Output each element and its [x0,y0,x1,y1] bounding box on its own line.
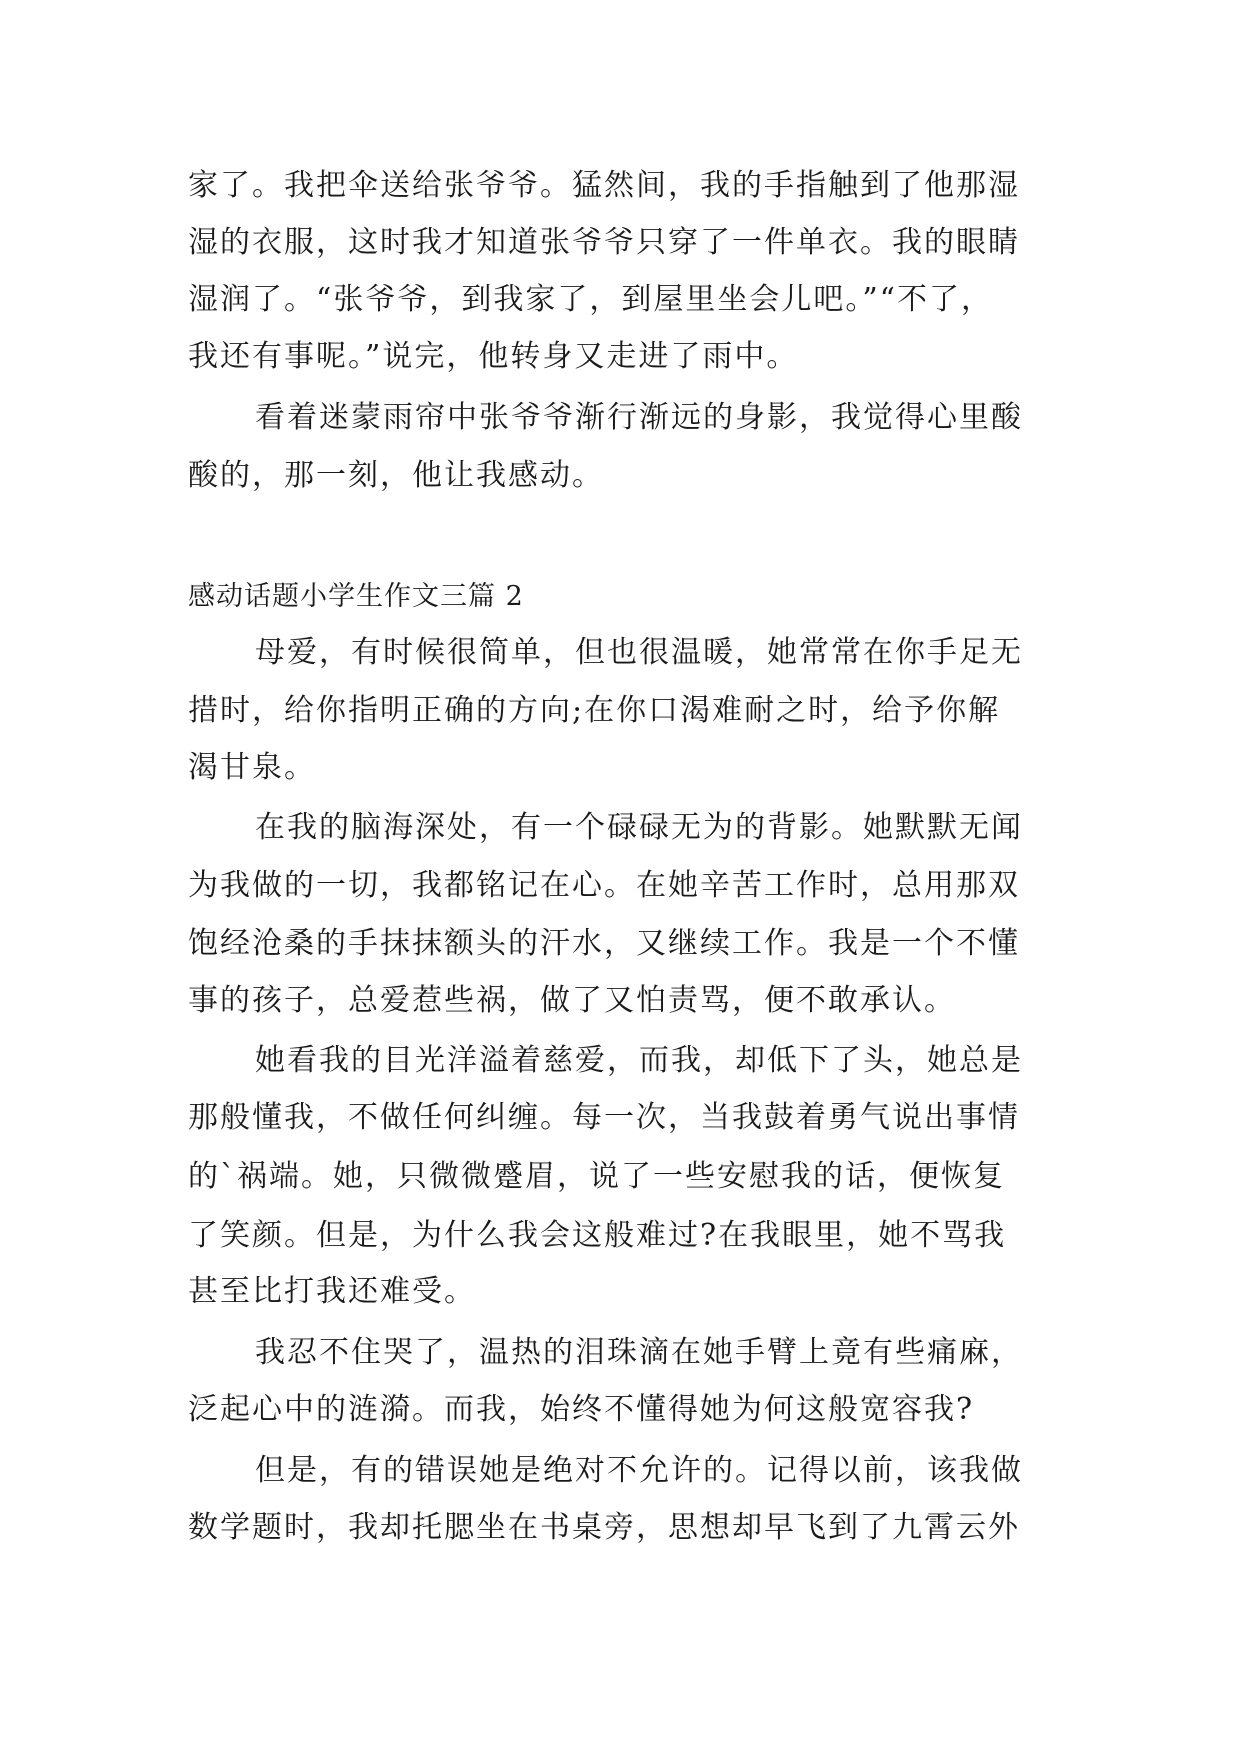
text-line: 饱经沧桑的手抹抹额头的汗水，又继续工作。我是一个不懂 [188,926,1020,961]
text-line: 但是，有的错误她是绝对不允许的。记得以前，该我做 [255,1453,1023,1488]
text-line: 我忍不住哭了，温热的泪珠滴在她手臂上竟有些痛麻， [255,1335,1023,1370]
text-line: 甚至比打我还难受。 [188,1274,476,1309]
text-line: 家了。我把伞送给张爷爷。猛然间，我的手指触到了他那湿 [188,168,1020,203]
text-line: 母爱，有时候很简单，但也很温暖，她常常在你手足无 [255,635,1023,670]
text-line: 泛起心中的涟漪。而我，始终不懂得她为何这般宽容我? [188,1392,975,1427]
text-line: 酸的，那一刻，他让我感动。 [188,458,604,493]
text-line: 了笑颜。但是，为什么我会这般难过?在我眼里，她不骂我 [188,1218,1007,1253]
text-line: 湿润了。“张爷爷，到我家了，到屋里坐会儿吧。”“不了， [188,282,994,317]
text-line: 她看我的目光洋溢着慈爱，而我，却低下了头，她总是 [255,1043,1023,1078]
text-line: 那般懂我，不做任何纠缠。每一次，当我鼓着勇气说出事情 [188,1100,1020,1135]
text-line: 为我做的一切，我都铭记在心。在她辛苦工作时，总用那双 [188,868,1020,903]
text-line: 在我的脑海深处，有一个碌碌无为的背影。她默默无闻 [255,810,1023,845]
text-line: 渴甘泉。 [188,750,316,785]
text-line: 我还有事呢。”说完，他转身又走进了雨中。 [188,339,799,374]
text-line: 的`祸端。她，只微微蹙眉，说了一些安慰我的话，便恢复 [188,1159,1005,1194]
text-line: 数学题时，我却托腮坐在书桌旁，思想却早飞到了九霄云外 [188,1510,1020,1545]
text-line: 看着迷蒙雨帘中张爷爷渐行渐远的身影，我觉得心里酸 [255,400,1023,435]
text-line: 事的孩子，总爱惹些祸，做了又怕责骂，便不敢承认。 [188,983,956,1018]
section-heading: 感动话题小学生作文三篇 2 [188,581,524,612]
text-line: 措时，给你指明正确的方向;在你口渴难耐之时，给予你解 [188,693,1001,728]
text-line: 湿的衣服，这时我才知道张爷爷只穿了一件单衣。我的眼睛 [188,225,1020,260]
